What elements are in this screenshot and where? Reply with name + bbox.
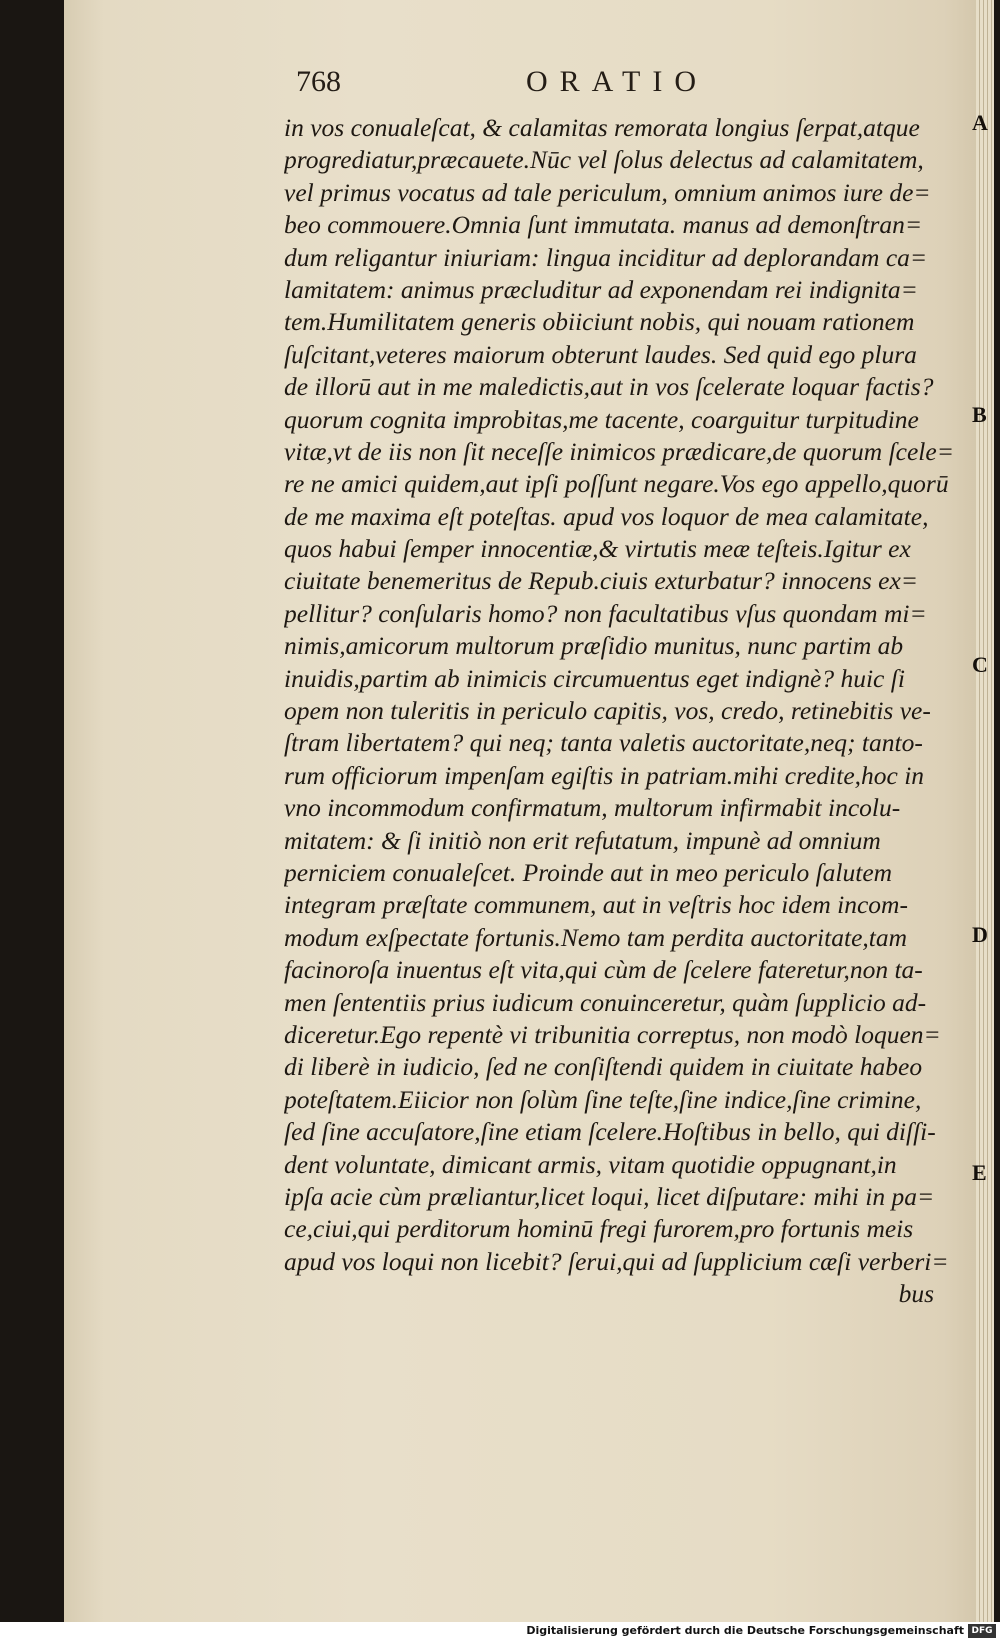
text-line: progrediatur,præcauete.Nūc vel ſolus delectus ad calamitatem, [284,145,924,175]
page-number: 768 [296,65,341,98]
text-line: ſuſcitant,veteres maiorum obterunt laudes. Sed quid ego plura [284,339,917,369]
text-line: re ne amici quidem,aut ipſi poſſunt negare.Vos ego appello,quorū [284,469,949,499]
text-line: lamitatem: animus præcluditur ad exponendam rei indignita= [284,274,918,304]
text-line: di liberè in iudicio, ſed ne conſiſtendi quidem in ciuitate habeo [284,1052,923,1082]
text-line: dum religantur iniuriam: lingua inciditur ad deplorandam ca= [284,242,928,272]
running-head [296,62,766,106]
funding-notice: Digitalisierung gefördert durch die Deutsche Forschungsgemeinschaft [526,1624,964,1637]
text-line: nimis,amicorum multorum præſidio munitus, nunc partim ab [284,631,904,661]
text-line: integram præſtate communem, aut in veſtris hoc idem incom- [284,890,908,920]
margin-letter-c: C [972,652,988,677]
text-line: opem non tuleritis in periculo capitis, vos, credo, retinebitis ve- [284,696,931,726]
catchword: bus [898,1279,934,1309]
text-line: quos habui ſemper innocentiæ,& virtutis meæ teſteis.Igitur ex [284,534,911,564]
margin-letter-e: E [972,1160,987,1185]
page-edge [976,0,994,1622]
text-line: ſtram libertatem? qui neq; tanta valetis auctoritate,neq; tanto- [284,728,923,758]
text-line: vitæ,vt de iis non ſit neceſſe inimicos prædicare,de quorum ſcele= [284,436,954,466]
text-line: dent voluntate, dimicant armis, vitam quotidie oppugnant,in [284,1149,897,1179]
text-line: diceretur.Ego repentè vi tribunitia correptus, non modò loquen= [284,1019,941,1049]
text-line: poteſtatem.Eiicior non ſolùm ſine teſte,ſine indice,ſine crimine, [284,1084,922,1114]
text-line: pellitur? conſularis homo? non facultatibus vſus quondam mi= [284,598,927,628]
text-line: vel primus vocatus ad tale periculum, omnium animos iure de= [284,177,931,207]
text-line: de me maxima eſt poteſtas. apud vos loquor de mea calamitate, [284,501,929,531]
text-line: modum exſpectate fortunis.Nemo tam perdita auctoritate,tam [284,922,908,952]
text-line: mitatem: & ſi initiò non erit refutatum, impunè ad omnium [284,825,881,855]
footer-bar [0,1622,1000,1640]
text-line: ce,ciui,qui perditorum hominū fregi furorem,pro fortunis meis [284,1214,914,1244]
margin-letter-b: B [972,402,987,427]
text-line: in vos conualeſcat, & calamitas remorata longius ſerpat,atque [284,113,920,142]
body-text [284,112,974,1310]
text-line: perniciem conualeſcet. Proinde aut in meo periculo ſalutem [284,857,893,887]
text-line: apud vos loqui non licebit? ſerui,qui ad ſupplicium cæſi verberi= [284,1246,949,1276]
text-line: vno incommodum confirmatum, multorum infirmabit incolu- [284,793,901,823]
text-line: rum officiorum impenſam egiſtis in patriam.mihi credite,hoc in [284,760,925,790]
dfg-logo-icon: DFG [968,1624,996,1638]
running-title: ORATIO [526,65,708,98]
text-line: facinoroſa inuentus eſt vita,qui cùm de ſcelere fateretur,non ta- [284,955,923,985]
text-line: ciuitate benemeritus de Repub.ciuis exturbatur? innocens ex= [284,566,919,596]
text-line: ſed ſine accuſatore,ſine etiam ſcelere.Hoſtibus in bello, qui diſſi- [284,1117,936,1147]
text-line: inuidis,partim ab inimicis circumuentus eget indignè? huic ſi [284,663,905,693]
text-line: de illorū aut in me maledictis,aut in vos ſcelerate loquar factis? [284,372,934,402]
text-line: tem.Humilitatem generis obiiciunt nobis, qui nouam rationem [284,307,915,337]
margin-letter-d: D [972,922,988,947]
margin-letter-a: A [972,110,988,135]
text-line: beo commouere.Omnia ſunt immutata. manus ad demonſtran= [284,210,923,240]
text-line: ipſa acie cùm præliantur,licet loqui, licet diſputare: mihi in pa= [284,1181,935,1211]
text-line: quorum cognita improbitas,me tacente, coarguitur turpitudine [284,404,919,434]
text-line: men ſententiis prius iudicum conuinceretur, quàm ſupplicio ad- [284,987,927,1017]
